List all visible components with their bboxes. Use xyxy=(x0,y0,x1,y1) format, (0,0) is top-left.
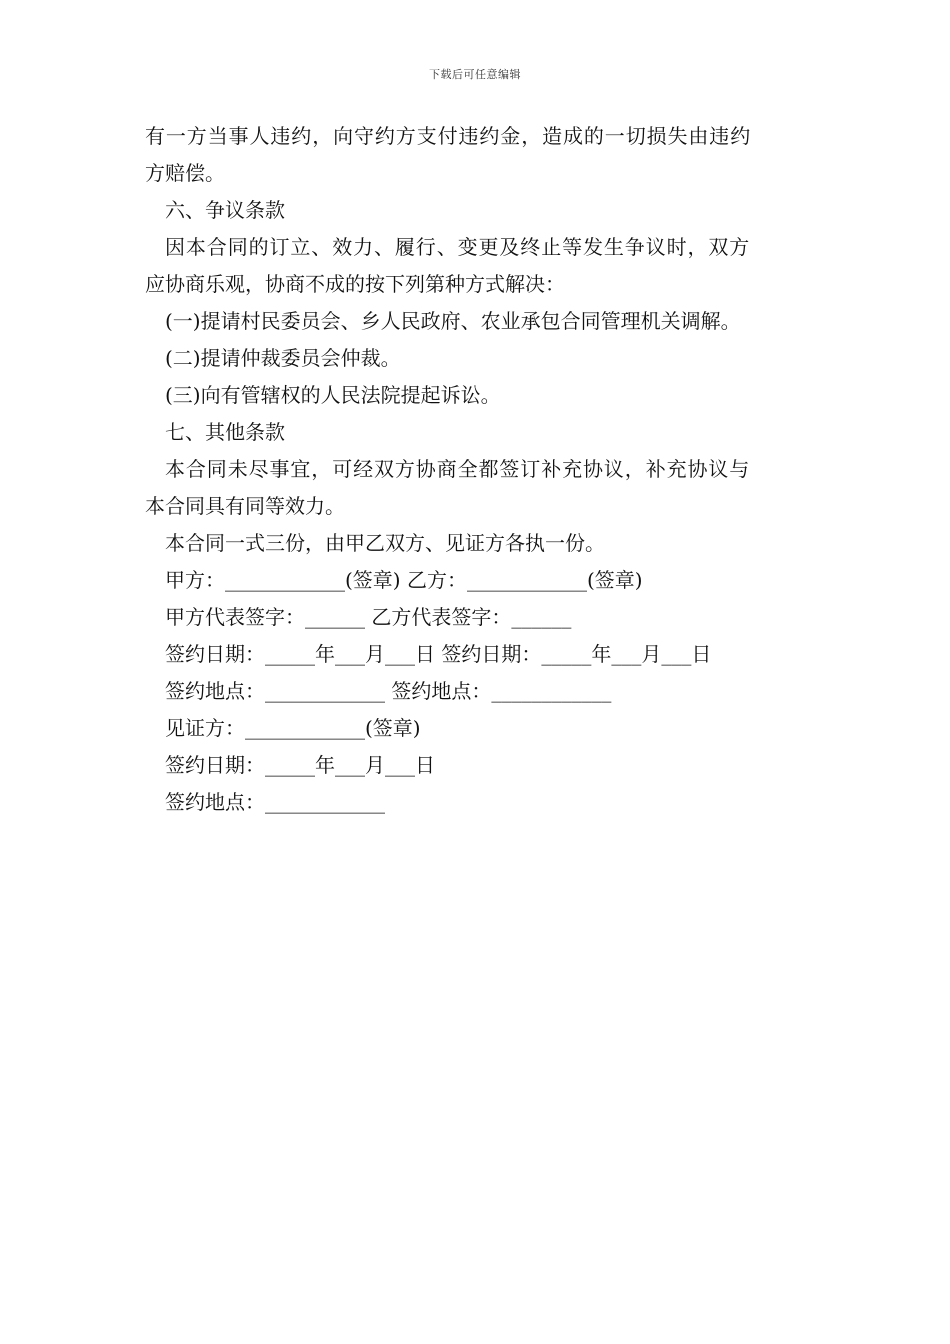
witness-place-line: 签约地点：____________ xyxy=(165,790,385,814)
list-item: (三)向有管辖权的人民法院提起诉讼。 xyxy=(165,383,501,407)
paragraph-line: 应协商乐观，协商不成的按下列第种方式解决： xyxy=(145,272,565,296)
header-note: 下载后可任意编辑 xyxy=(429,68,521,81)
paragraph-line: 有一方当事人违约，向守约方支付违约金，造成的一切损失由违约 xyxy=(145,124,752,148)
witness-date-line: 签约日期：_____年___月___日 xyxy=(165,753,435,777)
signature-line: 甲方代表签字：______ 乙方代表签字：______ xyxy=(165,605,572,629)
section-heading: 七、其他条款 xyxy=(165,420,285,444)
signature-place-line: 签约地点：____________ 签约地点：____________ xyxy=(165,679,612,703)
paragraph-line: 本合同一式三份，由甲乙双方、见证方各执一份。 xyxy=(165,531,605,555)
paragraph-line: 因本合同的订立、效力、履行、变更及终止等发生争议时，双方 xyxy=(165,235,751,259)
paragraph-line: 方赔偿。 xyxy=(145,161,225,185)
document-body xyxy=(145,118,807,821)
witness-line: 见证方：____________(签章) xyxy=(165,716,421,740)
signature-date-line: 签约日期：_____年___月___日 签约日期：_____年___月___日 xyxy=(165,642,712,666)
list-item: (二)提请仲裁委员会仲裁。 xyxy=(165,346,401,370)
list-item: (一)提请村民委员会、乡人民政府、农业承包合同管理机关调解。 xyxy=(165,309,741,333)
paragraph-line: 本合同未尽事宜，可经双方协商全都签订补充协议，补充协议与 xyxy=(165,457,751,481)
paragraph-line: 本合同具有同等效力。 xyxy=(145,494,345,518)
section-heading: 六、争议条款 xyxy=(165,198,285,222)
signature-line: 甲方：____________(签章) 乙方：____________(签章) xyxy=(165,568,643,592)
